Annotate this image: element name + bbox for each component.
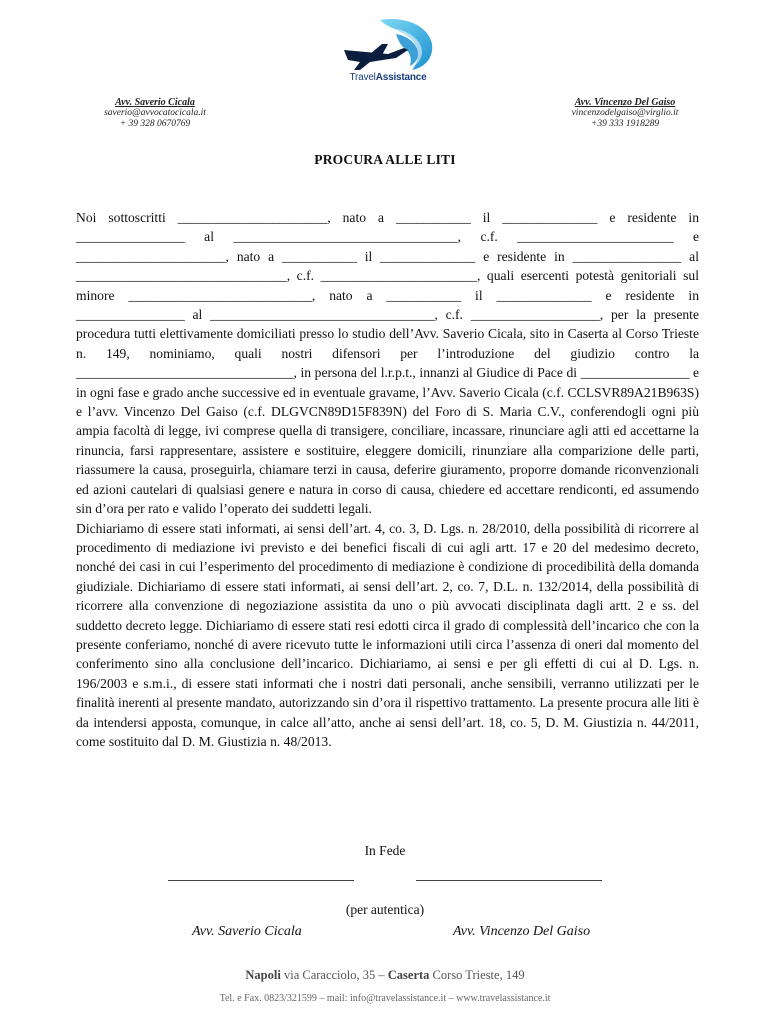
footer-city-caserta: Caserta <box>387 968 430 982</box>
paragraph-mandate: Noi sottoscritti ______________________, nato a ___________ il ______________ e residente in ________________ al _________________________________, c.f. _______________________ e ______________________, nato a ___________ il ______________ e residente in ________________ al _______________________________, c.f. _______________________, quali esercenti potestà genitoriali sul minore ___________________________, nato a ___________ il ______________ e residente in ________________ al _________________________________, c.f. ___________________, per la presente procedura tutti elettivamente domiciliati presso lo studio dell’Avv. Saverio Cicala, sito in Caserta al Corso Trieste n. 149, nominiamo, quali nostri difensori per l’introduzione del giudizio contro la ________________________________, in persona del l.r.p.t., innanzi al Giudice di Pace di ________________ e in ogni fase e grado anche successive ed in eventuale gravame, l’Avv. Saverio Cicala (c.f. CCLSVR89A21B963S) e l’avv. Vincenzo Del Gaiso (c.f. DLGVCN89D15F839N) del Foro di S. Maria C.V., conferendogli ogni più ampia facoltà di legge, ivi comprese quella di transigere, conciliare, incassare, rinunciare agli atti ed accettarne la rinuncia, farsi rappresentare, assistere e sostituire, eleggere domicili, rinunziare alla comparizione delle parti, riassumere la causa, proseguirla, chiamare terzi in causa, deferire giuramento, proporre domande riconvenzionali ed azioni cautelari di qualsiasi genere e natura in corso di causa, chiedere ed accettare rendiconti, ed assumendo sin d’ora per rato e valido l’operato dei suddetti legali. <box>76 210 699 517</box>
left-lawyer-name: Avv. Saverio Cicala <box>115 97 195 108</box>
right-lawyer-header <box>550 97 700 130</box>
signature-line-left[interactable] <box>168 870 354 881</box>
paragraph-declarations: Dichiariamo di essere stati informati, ai sensi dell’art. 4, co. 3, D. Lgs. n. 28/2010, della possibilità di ricorrere al procedimento di mediazione ivi previsto e dei benefici fiscali di cui agli artt. 17 e 20 del medesimo decreto, nonché dei casi in cui l’esperimento del procedimento di mediazione è condizione di procedibilità della domanda giudiziale. Dichiariamo di essere stati informati, ai sensi dell’art. 2, co. 7, D.L. n. 132/2014, della possibilità di ricorrere alla convenzione di negoziazione assistita da uno o più avvocati disciplinata dagli artt. 2 e ss. del suddetto decreto legge. Dichiariamo di essere stati resi edotti circa il grado di complessità dell’incarico che con la presente conferiamo, nonché di avere ricevuto tutte le informazioni utili circa l’assenza di oneri dal momento del conferimento sino alla conclusione dell’incarico. Dichiariamo, ai sensi e per gli effetti di cui al D. Lgs. n. 196/2003 e s.m.i., di essere stati informati che i nostri dati personali, anche sensibili, verranno utilizzati per le finalità inerenti al presente mandato, autorizzando sin d’ora il rispettivo trattamento. La presente procura alle liti è da intendersi apposta, comunque, in calce all’atto, anche ai sensi dell’art. 18, co. 5, D. M. Giustizia n. 44/2011, come sostituito dal D. M. Giustizia n. 48/2013. <box>76 520 699 749</box>
document-body <box>76 208 699 751</box>
right-lawyer-name: Avv. Vincenzo Del Gaiso <box>574 97 676 108</box>
document-title: PROCURA ALLE LITI <box>314 152 456 167</box>
signatory-left: Avv. Saverio Cicala <box>192 924 302 939</box>
right-lawyer-phone: +39 333 1918289 <box>590 119 660 129</box>
footer-contact: Tel. e Fax. 0823/321599 – mail: info@travelassistance.it – www.travelassistance.it <box>219 993 551 1004</box>
right-lawyer-email: vincenzodelgaiso@virglio.it <box>571 108 679 118</box>
left-lawyer-email: saverio@avvocatocicala.it <box>104 108 206 118</box>
logo-wordmark: TravelAssistance <box>349 72 427 83</box>
left-lawyer-header <box>80 97 230 130</box>
left-lawyer-phone: + 39 328 0670769 <box>119 119 191 129</box>
signatory-right: Avv. Vincenzo Del Gaiso <box>453 924 591 939</box>
footer-address: Napoli via Caracciolo, 35 – Caserta Corso Trieste, 149 <box>245 968 525 982</box>
footer-city-napoli: Napoli <box>245 968 281 982</box>
per-autentica-label: (per autentica) <box>345 902 425 917</box>
signature-line-right[interactable] <box>416 870 602 881</box>
in-fede-label: In Fede <box>364 843 406 858</box>
